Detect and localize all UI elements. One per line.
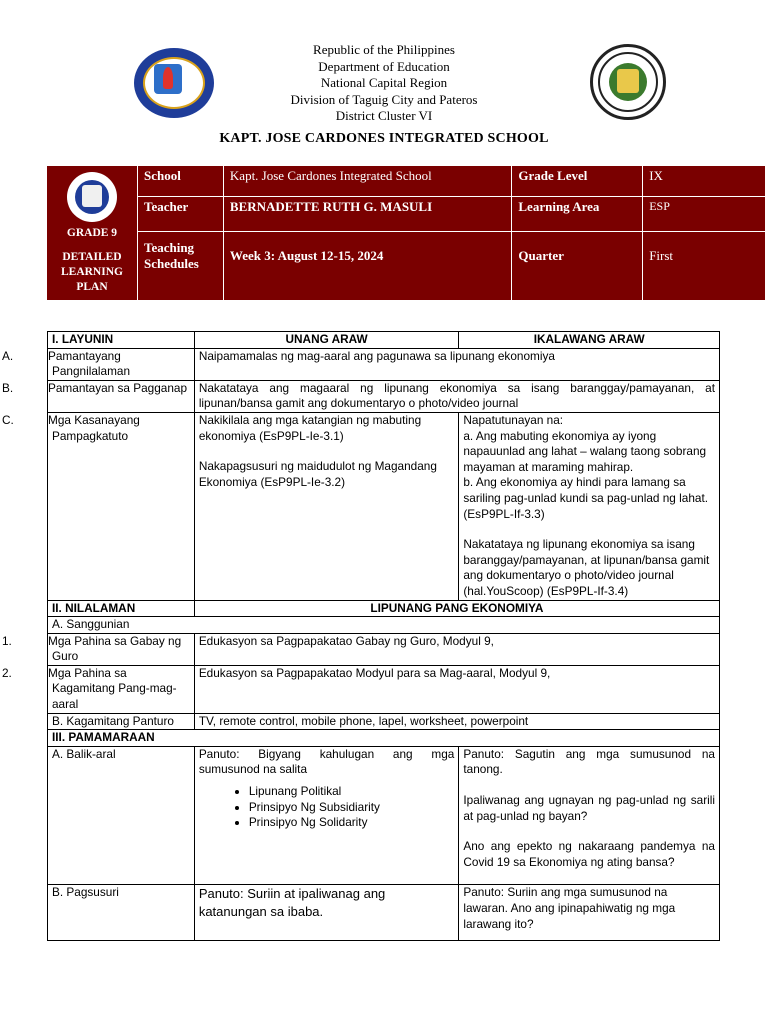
- sanggunian-label: A. Sanggunian: [48, 617, 720, 634]
- row-content: Edukasyon sa Pagpapakatao Gabay ng Guro, Modyul 9,: [194, 633, 719, 665]
- bullet-list: [199, 784, 455, 831]
- info-banner: [46, 165, 766, 301]
- day1-content: [194, 412, 459, 600]
- paragraph: Nakatataya ng lipunang ekonomiya sa isang baranggay/pamayanan, at lipunan/bansa gamit ang dokumentaryo o photo/video journal (hal.YouScoop) (EsP9PL-If-3.4): [463, 537, 710, 598]
- school-title: KAPT. JOSE CARDONES INTEGRATED SCHOOL: [219, 130, 549, 146]
- row-content: Nakatataya ang magaaral ng lipunang ekonomiya sa isang baranggay/pamayanan, at lipunan/bansa gamit ang dokumentaryo o photo/video journal: [194, 380, 719, 412]
- document-header: [0, 42, 768, 147]
- learning-area-label: Learning Area: [512, 197, 643, 232]
- header-line: National Capital Region: [320, 75, 448, 90]
- lesson-plan-table: [2, 331, 720, 941]
- paragraph: Nakikilala ang mga katangian ng mabuting ekonomiya (EsP9PL-Ie-3.1): [198, 412, 422, 443]
- row-label: 2. Mga Pahina sa Kagamitang Pang-mag-aaral: [48, 665, 195, 713]
- paragraph: Panuto: Bigyang kahulugan ang mga sumusunod na salita: [198, 746, 455, 777]
- teacher-label: Teacher: [137, 197, 223, 232]
- list-item: • Lipunang Politikal: [249, 784, 455, 800]
- schedule-label: Teaching Schedules: [137, 232, 223, 301]
- kagamitan-label: B. Kagamitang Panturo: [48, 713, 195, 730]
- school-value: Kapt. Jose Cardones Integrated School: [223, 166, 511, 197]
- layunin-header: I. LAYUNIN: [48, 332, 195, 349]
- header-line: Department of Education: [318, 58, 450, 74]
- deped-seal-icon: [67, 172, 117, 222]
- header-line: District Cluster VI: [335, 108, 433, 123]
- paragraph: a. Ang mabuting ekonomiya ay iyong napauunlad ang lahat – walang taong sobrang mayaman at maraming mahirap.: [463, 428, 707, 474]
- pamamaraan-label: III. PAMAMARAAN: [48, 730, 720, 747]
- paragraph: Napatutunayan na:: [463, 412, 564, 427]
- paragraph: Ipaliwanag ang ugnayan ng pag-unlad ng sarili at pag-unlad ng bayan?: [463, 793, 715, 823]
- day2-content: [459, 746, 720, 885]
- grade-level-label: Grade Level: [512, 166, 643, 197]
- learning-area-value: ESP: [643, 197, 766, 232]
- paragraph: b. Ang ekonomiya ay hindi para lamang sa sariling pag-unlad kundi sa pag-unlad ng lahat. (EsP9PL-If-3.3): [463, 475, 709, 521]
- row-label: B. Pamantayan sa Pagganap: [48, 380, 195, 412]
- day1-content: [194, 746, 459, 885]
- row-content: Naipamamalas ng mag-aaral ang pagunawa sa lipunang ekonomiya: [194, 348, 719, 380]
- school-label: School: [137, 166, 223, 197]
- day2-header: IKALAWANG ARAW: [459, 332, 720, 349]
- paragraph: Panuto: Sagutin ang mga sumusunod na tanong.: [463, 746, 715, 777]
- quarter-label: Quarter: [512, 232, 643, 301]
- row-label: C. Mga Kasanayang Pampagkatuto: [48, 412, 195, 600]
- row-label: A. Pamantayang Pangnilalaman: [48, 348, 195, 380]
- paragraph: Ano ang epekto ng nakaraang pandemya na Covid 19 sa Ekonomiya ng ating bansa?: [463, 839, 715, 869]
- nilalaman-label: II. NILALAMAN: [48, 600, 195, 617]
- schedule-value: Week 3: August 12-15, 2024: [223, 232, 511, 301]
- grade-level-value: IX: [643, 166, 766, 197]
- day2-content: Panuto: Suriin ang mga sumusunod na lawaran. Ano ang ipinapahiwatig ng mga larawang ito?: [459, 885, 720, 941]
- row-label: 1. Mga Pahina sa Gabay ng Guro: [48, 633, 195, 665]
- grade-label: GRADE 9: [66, 227, 118, 239]
- quarter-value: First: [643, 232, 766, 301]
- list-item: • Prinsipyo Ng Solidarity: [249, 815, 455, 831]
- kagamitan-text: TV, remote control, mobile phone, lapel, worksheet, powerpoint: [194, 713, 719, 730]
- teacher-value: BERNADETTE RUTH G. MASULI: [223, 197, 511, 232]
- row-content: Edukasyon sa Pagpapakatao Modyul para sa Mag-aaral, Modyul 9,: [194, 665, 719, 713]
- day2-content: [459, 412, 720, 600]
- day1-header: UNANG ARAW: [194, 332, 459, 349]
- balik-aral-label: A. Balik-aral: [48, 746, 195, 885]
- header-line: Republic of the Philippines: [313, 42, 455, 57]
- day1-content: Panuto: Suriin at ipaliwanag ang katanungan sa ibaba.: [194, 885, 459, 941]
- banner-side: [47, 166, 138, 301]
- nilalaman-text: LIPUNANG PANG EKONOMIYA: [194, 600, 719, 617]
- header-line: Division of Taguig City and Pateros: [290, 91, 478, 107]
- pagsusuri-label: B. Pagsusuri: [48, 885, 195, 941]
- paragraph: Nakapagsusuri ng maidudulot ng Magandang Ekonomiya (EsP9PL-Ie-3.2): [198, 459, 437, 489]
- list-item: • Prinsipyo Ng Subsidiarity: [249, 800, 455, 816]
- plan-label: DETAILED LEARNING PLAN: [60, 251, 123, 293]
